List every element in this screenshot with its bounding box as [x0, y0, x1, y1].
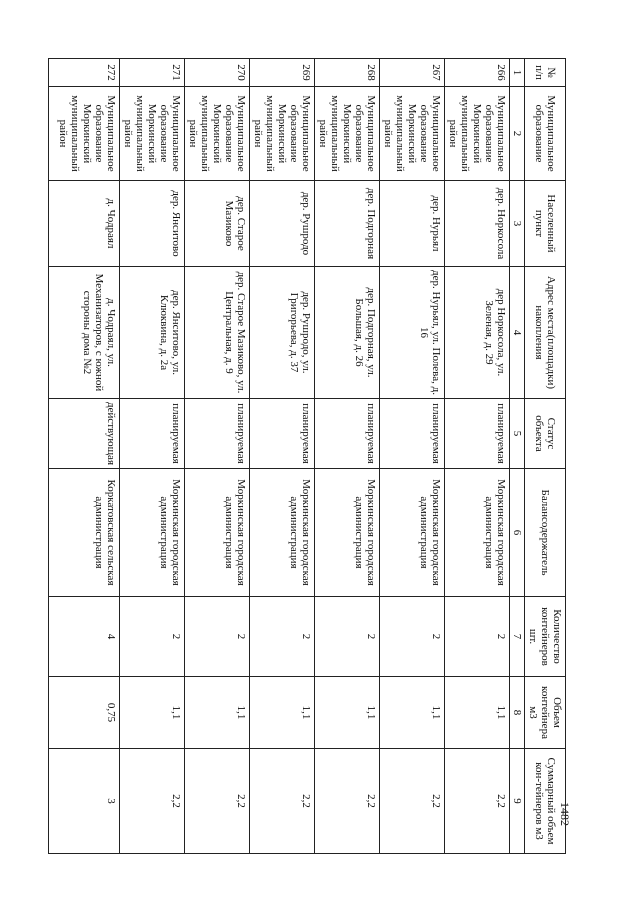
address-cell: дер Норкосола, ул. Зеленая, д. 29 [445, 267, 510, 399]
holder-cell: Моркинская городская администрация [445, 469, 510, 597]
column-number-row [510, 59, 525, 854]
column-number-cell: 2 [510, 87, 525, 181]
header-cell-container-volume: Объем контейнера м3 [525, 677, 566, 749]
header-cell-settlement: Населенный пункт [525, 181, 566, 267]
address-cell: дер. Подгорная, ул. Большая, д. 26 [315, 267, 380, 399]
header-cell-total-volume: Суммарный объем кон-тейнеров м3 [525, 749, 566, 854]
row-number-cell: 267 [380, 59, 445, 87]
holder-cell: Моркинская городская администрация [120, 469, 185, 597]
container-volume-cell: 1,1 [380, 677, 445, 749]
municipality-cell: Муниципальное образование Моркинский муниципальный район [120, 87, 185, 181]
header-cell-container-count: Количество контейнеров шт. [525, 597, 566, 677]
settlement-cell: д. Чодраял [49, 181, 120, 267]
holder-cell: Моркинская городская администрация [185, 469, 250, 597]
total-volume-cell: 2,2 [250, 749, 315, 854]
container-count-cell: 2 [315, 597, 380, 677]
header-cell-municipality: Муниципальное образование [525, 87, 566, 181]
municipality-cell: Муниципальное образование Моркинский муниципальный район [250, 87, 315, 181]
municipality-cell: Муниципальное образование Моркинский муниципальный район [49, 87, 120, 181]
status-cell: планируемая [380, 399, 445, 469]
settlement-cell: дер. Подгорная [315, 181, 380, 267]
column-number-cell: 7 [510, 597, 525, 677]
container-volume-cell: 1,1 [185, 677, 250, 749]
table-row [380, 59, 445, 854]
container-count-cell: 2 [380, 597, 445, 677]
total-volume-cell: 2,2 [185, 749, 250, 854]
holder-cell: Коркатовская сельская администрация [49, 469, 120, 597]
container-count-cell: 2 [250, 597, 315, 677]
table-row [49, 59, 120, 854]
column-number-cell: 8 [510, 677, 525, 749]
header-cell-holder: Балансодержатель [525, 469, 566, 597]
table-row [250, 59, 315, 854]
status-cell: планируемая [445, 399, 510, 469]
address-cell: дер. Рушродо, ул. Григорьева, д. 37 [250, 267, 315, 399]
status-cell: действующая [49, 399, 120, 469]
row-number-cell: 271 [120, 59, 185, 87]
address-cell: дер. Старое Мазиково, ул. Центральная, д. 9 [185, 267, 250, 399]
container-count-cell: 2 [185, 597, 250, 677]
container-volume-cell: 1,1 [120, 677, 185, 749]
row-number-cell: 266 [445, 59, 510, 87]
container-sites-table [48, 58, 566, 854]
table-row [445, 59, 510, 854]
table-rotation-frame [57, 58, 566, 853]
table-row [315, 59, 380, 854]
municipality-cell: Муниципальное образование Моркинский муниципальный район [315, 87, 380, 181]
column-number-cell: 3 [510, 181, 525, 267]
column-number-cell: 5 [510, 399, 525, 469]
container-volume-cell: 0,75 [49, 677, 120, 749]
column-number-cell: 6 [510, 469, 525, 597]
settlement-cell: дер. Нурьял [380, 181, 445, 267]
header-cell-address: Адрес места(площадки) накопления [525, 267, 566, 399]
address-cell: дер. Янситово, ул. Клюквина, д. 2а [120, 267, 185, 399]
container-volume-cell: 1,1 [250, 677, 315, 749]
holder-cell: Моркинская городская администрация [315, 469, 380, 597]
column-number-cell: 1 [510, 59, 525, 87]
column-number-cell: 4 [510, 267, 525, 399]
table-row [185, 59, 250, 854]
settlement-cell: дер. Янситово [120, 181, 185, 267]
container-count-cell: 2 [120, 597, 185, 677]
municipality-cell: Муниципальное образование Моркинский муниципальный район [185, 87, 250, 181]
table-row [120, 59, 185, 854]
table-body [49, 59, 510, 854]
municipality-cell: Муниципальное образование Моркинский муниципальный район [380, 87, 445, 181]
table-header [510, 59, 566, 854]
total-volume-cell: 3 [49, 749, 120, 854]
settlement-cell: дер. Старое Мазиково [185, 181, 250, 267]
row-number-cell: 270 [185, 59, 250, 87]
address-cell: дер. Нурьял, ул. Полева, д. 16 [380, 267, 445, 399]
address-cell: д. Чодраял, ул. Механизаторов, с южной стороны дома №2 [49, 267, 120, 399]
total-volume-cell: 2,2 [315, 749, 380, 854]
header-cell-number: № п/п [525, 59, 566, 87]
container-count-cell: 4 [49, 597, 120, 677]
container-count-cell: 2 [445, 597, 510, 677]
row-number-cell: 272 [49, 59, 120, 87]
column-number-cell: 9 [510, 749, 525, 854]
status-cell: планируемая [250, 399, 315, 469]
status-cell: планируемая [185, 399, 250, 469]
settlement-cell: дер. Норкосола [445, 181, 510, 267]
page-number: 1482 [558, 802, 572, 826]
total-volume-cell: 2,2 [120, 749, 185, 854]
header-cell-status: Статус объекта [525, 399, 566, 469]
row-number-cell: 269 [250, 59, 315, 87]
status-cell: планируемая [120, 399, 185, 469]
container-volume-cell: 1,1 [315, 677, 380, 749]
settlement-cell: дер. Рушродо [250, 181, 315, 267]
status-cell: планируемая [315, 399, 380, 469]
total-volume-cell: 2,2 [445, 749, 510, 854]
holder-cell: Моркинская городская администрация [250, 469, 315, 597]
holder-cell: Моркинская городская администрация [380, 469, 445, 597]
row-number-cell: 268 [315, 59, 380, 87]
header-row [525, 59, 566, 854]
container-volume-cell: 1,1 [445, 677, 510, 749]
total-volume-cell: 2,2 [380, 749, 445, 854]
municipality-cell: Муниципальное образование Моркинский муниципальный район [445, 87, 510, 181]
